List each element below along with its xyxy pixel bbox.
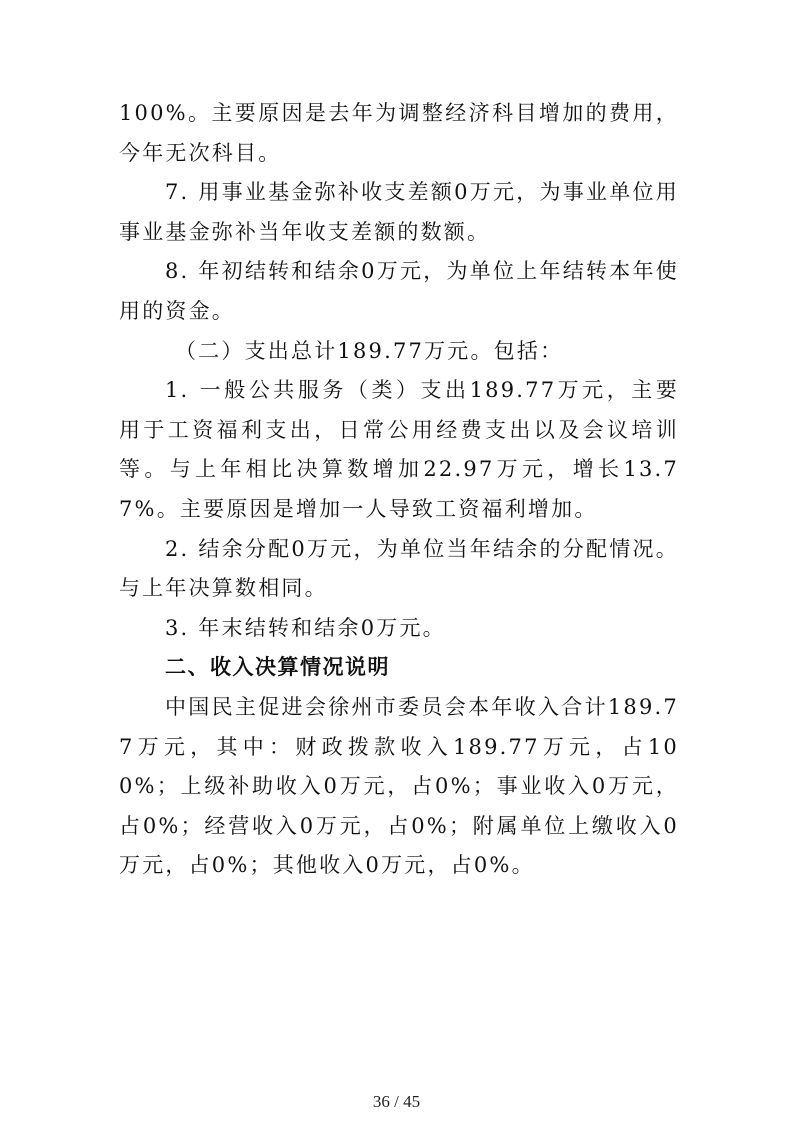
paragraph-expenditure-total: （二）支出总计189.77万元。包括：	[175, 338, 564, 363]
paragraph-income-summary: 中国民主促进会徐州市委员会本年收入合计189.77万元，其中：财政拨款收入189.77万元，占100%；上级补助收入0万元，占0%；事业收入0万元，占0%；经营收入0万元，占0%；附属单位上缴收入0万元，占0%；其他收入0万元，占0%。	[119, 694, 679, 878]
paragraph-expenditure-item-3: 3. 年末结转和结余0万元。	[165, 615, 446, 640]
page-number: 36 / 45	[372, 1092, 421, 1111]
section-heading-income: 二、收入决算情况说明	[165, 655, 390, 680]
paragraph-item-7: 7. 用事业基金弥补收支差额0万元，为事业单位用事业基金弥补当年收支差额的数额。	[119, 180, 679, 244]
paragraph-expenditure-item-1: 1. 一般公共服务（类）支出189.77万元，主要用于工资福利支出，日常公用经费支出以及会议培训等。与上年相比决算数增加22.97万元，增长13.77%。主要原因是增加一人导致工资福利增加。	[119, 378, 679, 521]
document-body	[119, 94, 679, 886]
paragraph-expenditure-item-2: 2. 结余分配0万元，为单位当年结余的分配情况。与上年决算数相同。	[119, 536, 679, 601]
paragraph-continuation: 100%。主要原因是去年为调整经济科目增加的费用，今年无次科目。	[119, 101, 679, 165]
paragraph-item-8: 8. 年初结转和结余0万元，为单位上年结转本年使用的资金。	[119, 259, 679, 323]
